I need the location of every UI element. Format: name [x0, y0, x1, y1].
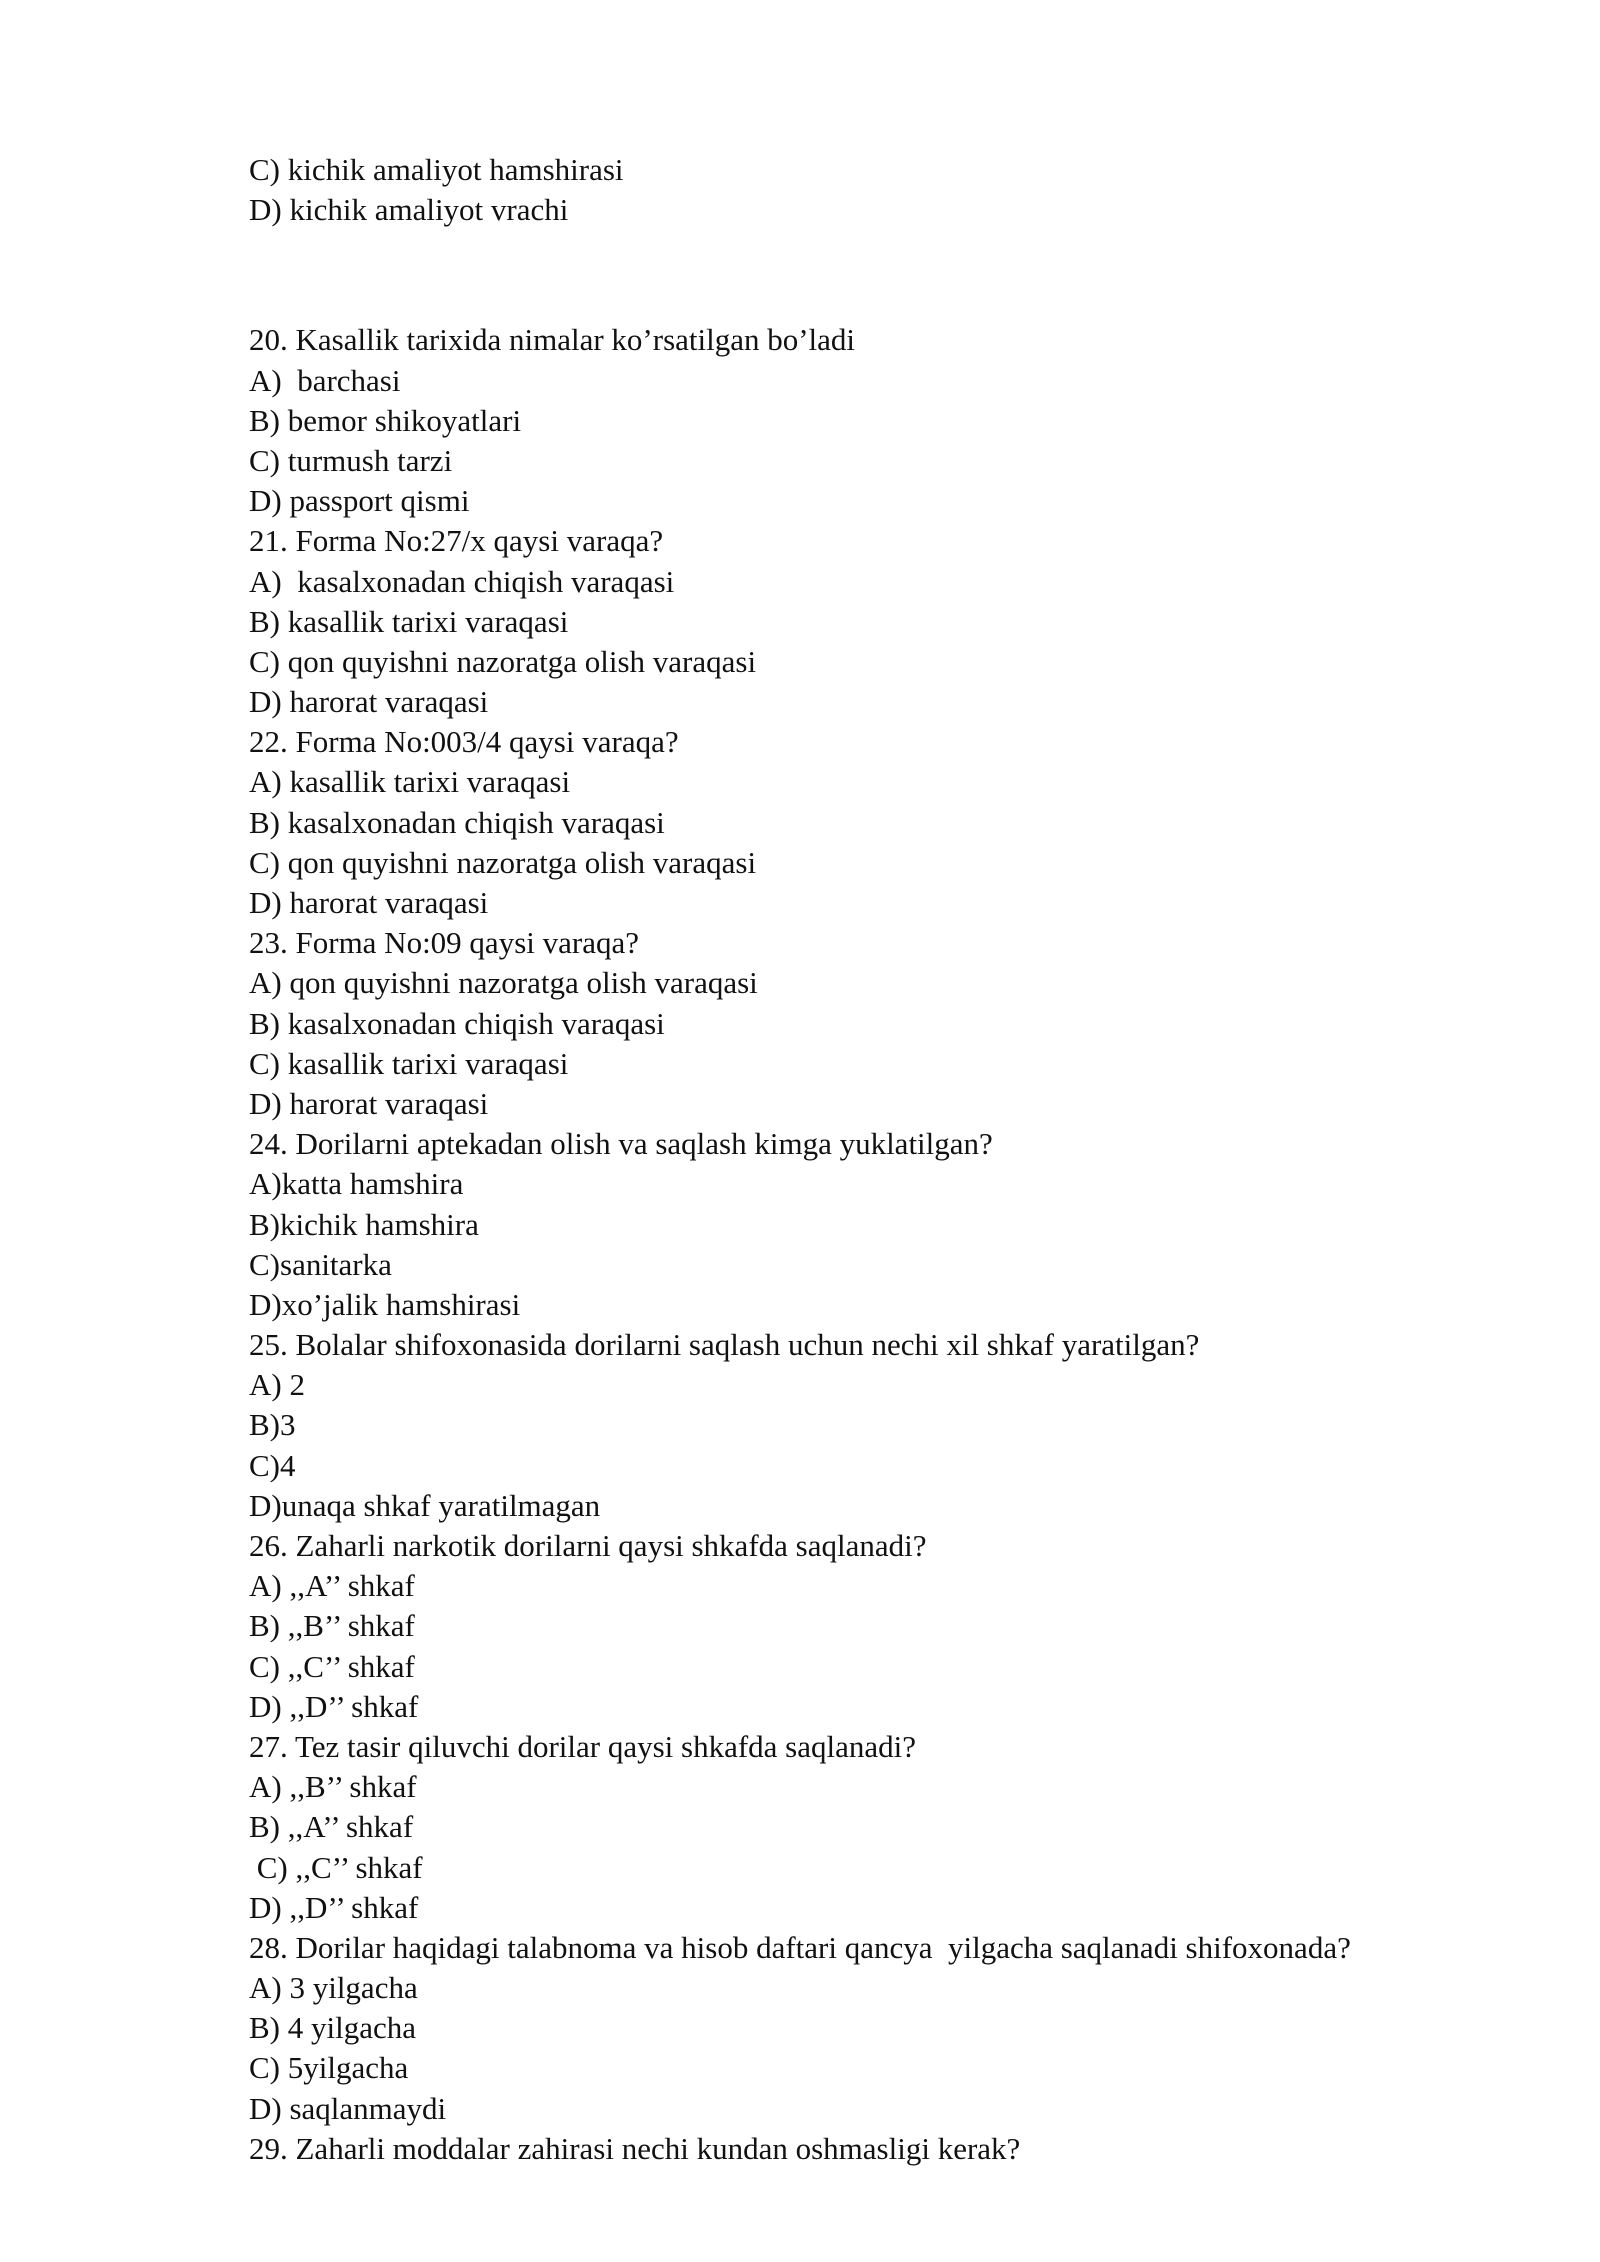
answer-option: C) qon quyishni nazoratga olish varaqasi — [249, 844, 757, 880]
answer-option: D)unaqa shkaf yaratilmagan — [249, 1487, 601, 1523]
answer-option: C) kasallik tarixi varaqasi — [249, 1045, 569, 1081]
question-text: 28. Dorilar haqidagi talabnoma va hisob daftari qancya yilgacha saqlanadi shifoxonada? — [249, 1929, 1351, 1965]
question-text: 24. Dorilarni aptekadan olish va saqlash kimga yuklatilgan? — [249, 1126, 993, 1162]
answer-option: A) kasallik tarixi varaqasi — [249, 764, 571, 800]
option-line: D) kichik amaliyot vrachi — [249, 192, 569, 228]
answer-option: A) 3 yilgacha — [249, 1970, 418, 2006]
question-block — [249, 521, 1499, 722]
answer-option: D)xo’jalik hamshirasi — [249, 1286, 521, 1322]
answer-option: D) ,,D’’ shkaf — [249, 1889, 419, 1925]
answer-option: A) qon quyishni nazoratga olish varaqasi — [249, 965, 758, 1001]
question-block — [249, 923, 1499, 1124]
question-text: 23. Forma No:09 qaysi varaqa? — [249, 925, 639, 961]
question-block — [249, 1124, 1499, 1325]
answer-option: D) saqlanmaydi — [249, 2090, 447, 2126]
answer-option: A)katta hamshira — [249, 1166, 464, 1202]
blank-space — [249, 230, 1499, 320]
answer-option: D) harorat varaqasi — [249, 684, 489, 720]
answer-option: A) 2 — [249, 1367, 305, 1403]
answer-option: D) passport qismi — [249, 483, 470, 519]
question-text: 21. Forma No:27/x qaysi varaqa? — [249, 523, 664, 559]
answer-option: B) kasalxonadan chiqish varaqasi — [249, 804, 665, 840]
answer-option: B) ,,B’’ shkaf — [249, 1608, 415, 1644]
answer-option: C)sanitarka — [249, 1246, 392, 1282]
answer-option: B) bemor shikoyatlari — [249, 402, 522, 438]
answer-option: B) kasallik tarixi varaqasi — [249, 603, 569, 639]
previous-question-tail — [249, 150, 1499, 230]
answer-option: D) harorat varaqasi — [249, 885, 489, 920]
question-list — [249, 320, 1499, 2169]
answer-option: B)kichik hamshira — [249, 1206, 479, 1242]
document-page — [249, 150, 1499, 2169]
answer-option: A) kasalxonadan chiqish varaqasi — [249, 563, 675, 599]
answer-option: D) harorat varaqasi — [249, 1085, 489, 1121]
question-text: 20. Kasallik tarixida nimalar ko’rsatilgan bo’ladi — [249, 322, 856, 358]
question-block — [249, 722, 1499, 923]
answer-option: C) 5yilgacha — [249, 2050, 409, 2086]
question-text: 22. Forma No:003/4 qaysi varaqa? — [249, 724, 679, 760]
answer-option: C) turmush tarzi — [249, 442, 453, 478]
question-block — [249, 1325, 1499, 1526]
answer-option: A) barchasi — [249, 362, 401, 398]
question-block — [249, 320, 1499, 521]
answer-option: B)3 — [249, 1407, 296, 1443]
answer-option: A) ,,A’’ shkaf — [249, 1568, 415, 1604]
question-block — [249, 1928, 1499, 2129]
question-block — [249, 2129, 1499, 2169]
answer-option: B) 4 yilgacha — [249, 2010, 417, 2046]
answer-option: B) kasalxonadan chiqish varaqasi — [249, 1005, 665, 1041]
question-block — [249, 1727, 1499, 1928]
option-line: C) kichik amaliyot hamshirasi — [249, 152, 624, 187]
answer-option: C) ,,C’’ shkaf — [249, 1648, 415, 1684]
answer-option: C) ,,C’’ shkaf — [249, 1849, 423, 1885]
question-text: 27. Tez tasir qiluvchi dorilar qaysi shkafda saqlanadi? — [249, 1728, 916, 1764]
question-text: 25. Bolalar shifoxonasida dorilarni saqlash uchun nechi xil shkaf yaratilgan? — [249, 1327, 1200, 1363]
answer-option: A) ,,B’’ shkaf — [249, 1769, 417, 1805]
question-block — [249, 1526, 1499, 1727]
answer-option: D) ,,D’’ shkaf — [249, 1688, 419, 1724]
question-text: 26. Zaharli narkotik dorilarni qaysi shkafda saqlanadi? — [249, 1528, 927, 1563]
answer-option: C) qon quyishni nazoratga olish varaqasi — [249, 643, 757, 679]
answer-option: B) ,,A’’ shkaf — [249, 1809, 414, 1845]
answer-option: C)4 — [249, 1447, 296, 1483]
question-text: 29. Zaharli moddalar zahirasi nechi kundan oshmasligi kerak? — [249, 2130, 1021, 2166]
